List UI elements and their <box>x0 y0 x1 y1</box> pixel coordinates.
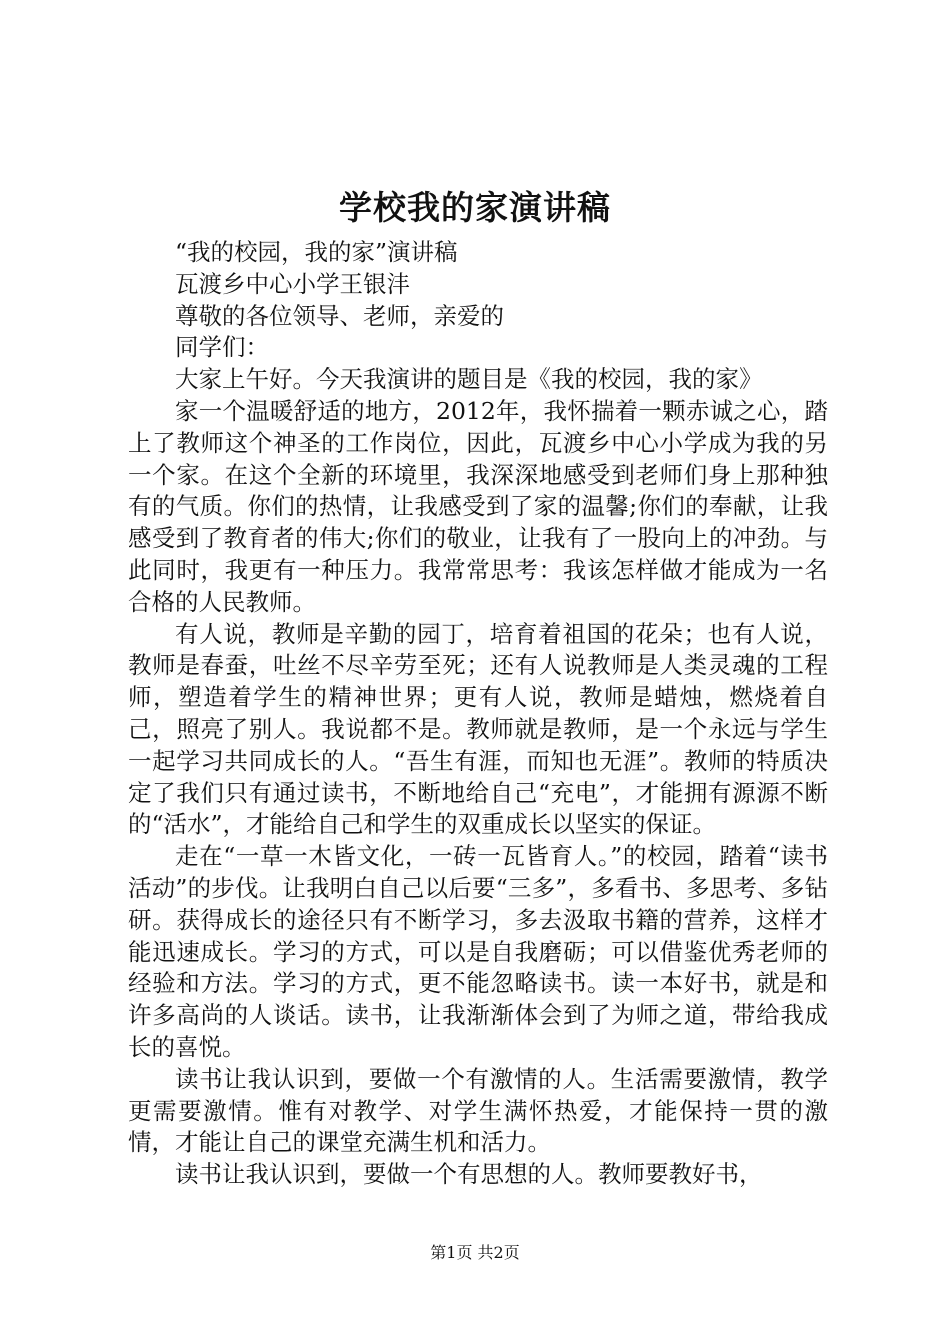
body-paragraph: 大家上午好。今天我演讲的题目是《我的校园，我的家》 <box>175 365 763 394</box>
page-indicator: 第1页 共2页 <box>430 1243 520 1262</box>
body-paragraph: 读书让我认识到，要做一个有思想的人。教师要教好书， <box>175 1160 763 1189</box>
body-paragraph: 尊敬的各位领导、老师，亲爱的 <box>175 301 504 330</box>
body-paragraph: 走在“一草一木皆文化，一砖一瓦皆育人。”的校园，踏着“读书活动”的步伐。让我明白自己以后要“三多”，多看书、多思考、多钻研。获得成长的途径只有不断学习，多去汲取书籍的营养，这样才能迅速成长。学习的方式，可以是自我磨砺；可以借鉴优秀老师的经验和方法。学习的方式，更不能忽略读书。读一本好书，就是和许多高尚的人谈话。读书，让我渐渐体会到了为师之道，带给我成长的喜悦。 <box>128 842 828 1061</box>
document-title: 学校我的家演讲稿 <box>339 188 611 227</box>
body-paragraph: 同学们： <box>175 333 269 362</box>
document-body <box>128 237 828 1191</box>
body-paragraph: 有人说，教师是辛勤的园丁，培育着祖国的花朵；也有人说，教师是春蚕，吐丝不尽辛劳至死；还有人说教师是人类灵魂的工程师，塑造着学生的精神世界；更有人说，教师是蜡烛，燃烧着自己，照亮了别人。我说都不是。教师就是教师，是一个永远与学生一起学习共同成长的人。“吾生有涯，而知也无涯”。教师的特质决定了我们只有通过读书，不断地给自己“充电”，才能拥有源源不断的“活水”，才能给自己和学生的双重成长以坚实的保证。 <box>128 619 828 839</box>
body-paragraph: 家一个温暖舒适的地方，2012年，我怀揣着一颗赤诚之心，踏上了教师这个神圣的工作岗位，因此，瓦渡乡中心小学成为我的另一个家。在这个全新的环境里，我深深地感受到老师们身上那种独有的气质。你们的热情，让我感受到了家的温馨;你们的奉献，让我感受到了教育者的伟大;你们的敬业，让我有了一股向上的冲劲。与此同时，我更有一种压力。我常常思考：我该怎样做才能成为一名合格的人民教师。 <box>128 396 828 616</box>
body-paragraph: 瓦渡乡中心小学王银沣 <box>175 269 410 298</box>
body-paragraph: “我的校园，我的家”演讲稿 <box>175 238 458 266</box>
body-paragraph: 读书让我认识到，要做一个有激情的人。生活需要激情，教学更需要激情。惟有对教学、对学生满怀热爱，才能保持一贯的激情，才能让自己的课堂充满生机和活力。 <box>128 1064 828 1157</box>
